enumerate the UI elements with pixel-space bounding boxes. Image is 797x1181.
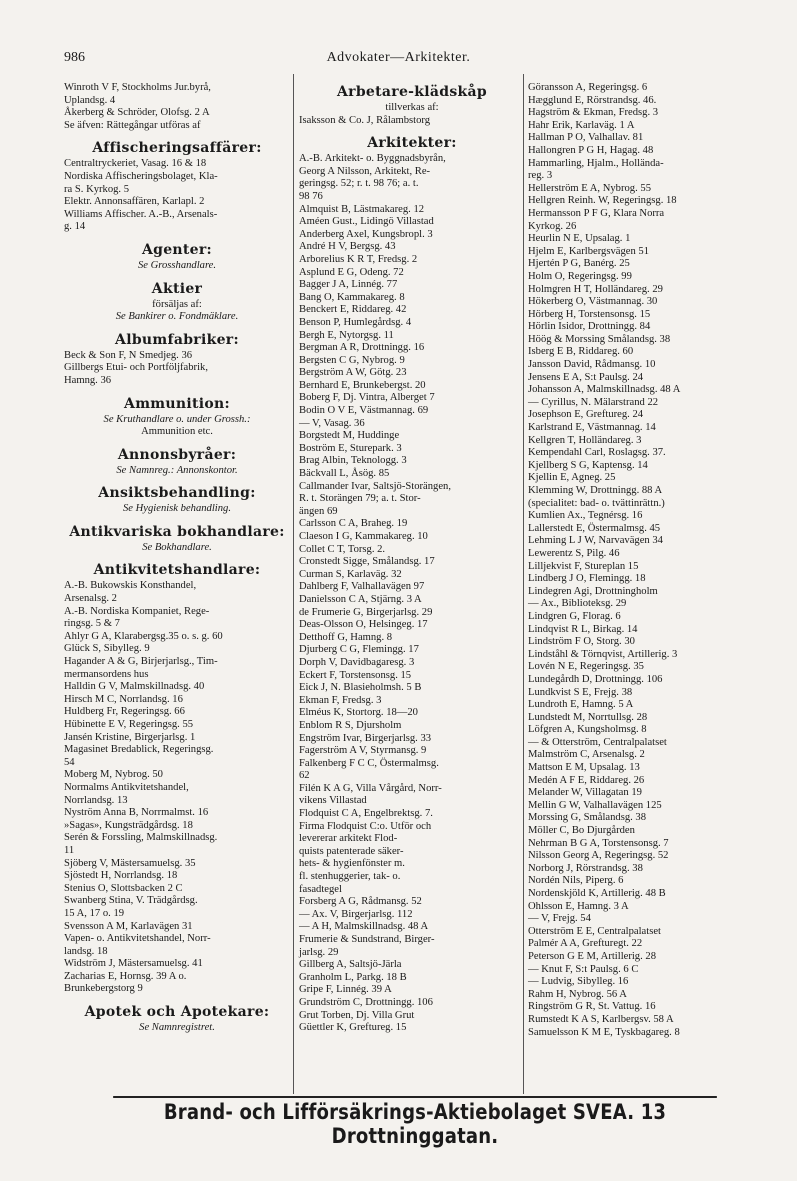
directory-entry: Danielsson C A, Stjärng. 3 A: [299, 593, 422, 605]
directory-entry: Améen Gust., Lidingö Villastad: [299, 216, 434, 228]
directory-entry: Ahlyr G A, Klarabergsg.35 o. s. g. 60: [64, 630, 223, 642]
directory-entry: Claeson I G, Kammakareg. 10: [299, 531, 428, 542]
directory-entry: Jansson David, Rådmansg. 10: [528, 359, 656, 371]
directory-entry: Lindgren G, Florag. 6: [528, 610, 621, 622]
see-reference: Se Namnreg.: Annonskontor.: [116, 464, 238, 476]
directory-entry: Boström E, Sturepark. 3: [299, 442, 402, 454]
directory-entry: — Ax., Biblioteksg. 29: [528, 598, 627, 610]
directory-entry: 62: [299, 770, 310, 782]
directory-entry: Möller C, Bo Djurgården: [528, 825, 635, 837]
heading-albumfabriker: Albumfabriker:: [115, 331, 239, 348]
directory-entry: Rumstedt K A S, Karlbergsv. 58 A: [528, 1013, 674, 1025]
heading-arkitekter: Arkitekter:: [367, 135, 457, 152]
directory-entry: Isberg E B, Riddareg. 60: [528, 346, 634, 358]
directory-entry: Moberg M, Nybrog. 50: [64, 769, 163, 781]
heading-affischeringsaffarer: Affischeringsaffärer:: [92, 140, 262, 157]
directory-entry: Bodin O V E, Västmannag. 69: [299, 405, 429, 417]
directory-entry: Frumerie & Sundstrand, Birger-: [299, 934, 435, 945]
directory-entry: Lilljekvist F, Stureplan 15: [528, 560, 639, 572]
directory-entry: landsg. 18: [64, 945, 108, 957]
directory-entry: Uplandsg. 4: [64, 94, 116, 106]
entries-album: [64, 350, 290, 388]
directory-entry: Brag Albin, Teknologg. 3: [299, 455, 407, 467]
directory-entry: Granholm L, Parkg. 18 B: [299, 971, 407, 983]
directory-entry: 15 A, 17 o. 19: [64, 907, 125, 919]
directory-entry: Arsenalsg. 2: [64, 593, 117, 605]
page-number: 986: [64, 50, 85, 65]
directory-entry: Hübinette E V, Regeringsg. 55: [64, 719, 194, 730]
directory-entry: Holmgren H T, Holländareg. 29: [528, 283, 663, 295]
directory-entry: quists patenterade säker-: [299, 845, 404, 857]
heading-antikvitetshandlare: Antikvitetshandlare:: [93, 562, 261, 579]
see-reference: Se Bokhandlare.: [142, 541, 212, 553]
directory-entry: Normalms Antikvitetshandel,: [64, 781, 189, 793]
directory-entry: Hirsch M C, Norrlandsg. 16: [64, 693, 183, 705]
directory-entry: »Sagas», Kungsträdgårdsg. 18: [64, 819, 193, 831]
directory-entry: Jansén Kristine, Birgerjarlsg. 1: [64, 731, 196, 743]
directory-entry: Lindegren Agi, Drottningholm: [528, 585, 658, 597]
directory-entry: Jensens E A, S:t Paulsg. 24: [528, 371, 644, 383]
directory-entry: Williams Affischer. A.-B., Arsenals-: [64, 208, 218, 220]
directory-entry: Deas-Olsson O, Helsingeg. 17: [299, 619, 428, 631]
directory-entry: Ohlsson E, Hamng. 3 A: [528, 900, 629, 912]
directory-entry: fl. stenhuggerier, tak- o.: [299, 871, 401, 883]
directory-entry: Borgstedt M, Huddinge: [299, 430, 400, 442]
directory-entry: Norrlandsg. 13: [64, 794, 128, 806]
directory-entry: Hellgren Reinh. W, Regeringsg. 18: [528, 195, 677, 207]
directory-entry: Göransson A, Regeringsg. 6: [528, 82, 648, 93]
directory-entry: Dorph V, Davidbagaresg. 3: [299, 656, 415, 668]
directory-entry: Peterson G E M, Artillerig. 28: [528, 950, 656, 962]
directory-entry: Samuelsson K M E, Tyskbagareg. 8: [528, 1026, 680, 1038]
directory-entry: Nyström Anna B, Norrmalmst. 16: [64, 807, 209, 819]
directory-entry: Nilsson Georg A, Regeringsg. 52: [528, 850, 669, 862]
directory-entry: Vapen- o. Antikvitetshandel, Norr-: [64, 933, 211, 945]
directory-entry: 54: [64, 756, 75, 768]
directory-entry: Zacharias E, Hornsg. 39 A o.: [64, 970, 187, 982]
directory-entry: Norborg J, Rörstrandsg. 38: [528, 862, 643, 874]
directory-entry: Lundegårdh D, Drottningg. 106: [528, 673, 663, 685]
directory-entry: Lewerentz S, Pilg. 46: [528, 547, 620, 559]
directory-entry: Ringström G R, St. Vattug. 16: [528, 1001, 656, 1013]
directory-entry: Hallongren P G H, Hagag. 48: [528, 144, 654, 156]
directory-entry: Eick J, N. Blasieholmsh. 5 B: [299, 682, 422, 694]
heading-ammunition: Ammunition:: [124, 395, 230, 412]
directory-entry: Nordén Nils, Piperg. 6: [528, 875, 624, 887]
directory-entry: Centraltryckeriet, Vasag. 16 & 18: [64, 158, 207, 170]
directory-entry: A.-B. Nordiska Kompaniet, Rege-: [64, 605, 210, 617]
running-head: Advokater—Arkitekter.: [326, 50, 471, 65]
directory-entry: vikens Villastad: [299, 795, 367, 807]
directory-entry: Kjellin E, Agneg. 25: [528, 472, 616, 484]
directory-entry: Carlsson C A, Braheg. 19: [299, 518, 408, 530]
directory-entry: Nordenskjöld K, Artillerig. 48 B: [528, 888, 666, 899]
directory-entry: Widström J, Mästersamuelsg. 41: [64, 958, 203, 970]
directory-entry: ringsg. 5 & 7: [64, 618, 120, 630]
directory-entry: Bergsten C G, Nybrog. 9: [299, 354, 405, 366]
directory-entry: Nordiska Affischeringsbolaget, Kla-: [64, 170, 218, 182]
directory-entry: — V, Vasag. 36: [299, 417, 365, 429]
entries-antikvitetshandlare: [64, 580, 290, 996]
directory-entry: — Knut F, S:t Paulsg. 6 C: [528, 963, 639, 975]
directory-entry: A.-B. Bukowskis Konsthandel,: [64, 580, 197, 592]
column-2: [299, 82, 525, 1035]
directory-entry: — & Otterström, Centralpalatset: [528, 736, 667, 748]
directory-entry: Kumlien Ax., Tegnérsg. 16: [528, 510, 643, 522]
directory-entry: Hallman P O, Valhallav. 81: [528, 132, 644, 144]
directory-entry: Mellin G W, Valhallavägen 125: [528, 799, 662, 811]
directory-entry: — V, Frejg. 54: [528, 913, 591, 925]
directory-entry: Lindberg J O, Flemingg. 18: [528, 573, 646, 585]
directory-entry: Falkenberg F C C, Östermalmsg.: [299, 757, 439, 769]
directory-entry: Bergman A R, Drottningg. 16: [299, 342, 425, 354]
directory-entry: Benson P, Humlegårdsg. 4: [299, 316, 412, 328]
directory-entry: 11: [64, 844, 75, 856]
directory-entry: Firma Flodquist C:o. Utför och: [299, 820, 432, 832]
directory-entry: Kjellberg S G, Kaptensg. 14: [528, 459, 648, 471]
directory-entry: Gillbergs Etui- och Portföljfabrik,: [64, 362, 208, 374]
subheading: tillverkas af:: [385, 102, 439, 113]
heading-ansiktsbehandling: Ansiktsbehandling:: [98, 485, 256, 502]
directory-entry: Lindström F O, Storg. 30: [528, 636, 635, 648]
column-divider-left: [293, 74, 294, 1094]
directory-entry: Svensson A M, Karlavägen 31: [64, 920, 193, 932]
heading-arbetare-kladskap: Arbetare-klädskåp: [337, 84, 487, 100]
directory-entry: Sjöberg V, Mästersamuelsg. 35: [64, 857, 196, 869]
directory-entry: (specialitet: bad- o. tvättinrättn.): [528, 497, 665, 509]
directory-entry: Hörberg H, Torstensonsg. 15: [528, 308, 651, 320]
entries-arkitekter: [299, 153, 525, 1035]
column-1: [64, 82, 290, 1035]
directory-entry: Beck & Son F, N Smedjeg. 36: [64, 349, 193, 361]
directory-entry: Bergh E, Nytorgsg. 11: [299, 329, 394, 341]
directory-entry: Stenius O, Slottsbacken 2 C: [64, 882, 183, 894]
subheading: Ammunition etc.: [141, 426, 213, 438]
directory-entry: Otterström E E, Centralpalatset: [528, 925, 661, 937]
directory-entry: Rahm H, Nybrog. 56 A: [528, 988, 627, 1000]
directory-entry: mermansordens hus: [64, 668, 149, 680]
directory-entry: Se äfven: Rättegångar utföras af: [64, 119, 201, 131]
directory-entry: g. 14: [64, 221, 86, 233]
directory-entry: jarlsg. 29: [299, 946, 339, 958]
heading-aktier: Aktier: [151, 280, 203, 297]
see-reference: Se Namnregistret.: [139, 1022, 215, 1034]
directory-entry: levererar arkitekt Flod-: [299, 833, 398, 845]
directory-entry: Eckert F, Torstensonsg. 15: [299, 669, 412, 681]
see-reference: Se Grosshandlare.: [137, 259, 217, 271]
directory-entry: Melander W, Villagatan 19: [528, 787, 642, 799]
heading-apotek: Apotek och Apotekare:: [84, 1004, 270, 1021]
directory-entry: Anderberg Axel, Kungsbropl. 3: [299, 228, 433, 240]
directory-entry: Isaksson & Co. J, Rålambstorg: [299, 114, 431, 126]
directory-entry: Almquist B, Lästmakareg. 12: [299, 203, 425, 215]
directory-entry: Curman S, Karlaväg. 32: [299, 568, 402, 580]
entries-arkitekter-continued: [528, 82, 766, 1039]
directory-entry: Serén & Forssling, Malmskillnadsg.: [64, 832, 218, 844]
directory-entry: Brunkebergstorg 9: [64, 983, 143, 995]
directory-entry: Bergström A W, Götg. 23: [299, 367, 407, 379]
directory-entry: Djurberg C G, Flemingg. 17: [299, 644, 419, 656]
directory-entry: geringsg. 52; r. t. 98 76; a. t.: [299, 178, 419, 190]
directory-entry: Elektr. Annonsaffären, Karlapl. 2: [64, 196, 205, 208]
directory-entry: Karlstrand E, Västmannag. 14: [528, 422, 656, 434]
directory-entry: Hökerberg O, Västmannag. 30: [528, 296, 658, 308]
directory-entry: Medén A F E, Riddareg. 26: [528, 774, 645, 786]
directory-entry: Cronstedt Sigge, Smålandsg. 17: [299, 556, 435, 568]
directory-entry: fasadtegel: [299, 883, 342, 895]
entries-pre: [64, 82, 290, 132]
directory-entry: Kempendahl Carl, Roslagsg. 37.: [528, 447, 666, 459]
directory-entry: Flodquist C A, Engelbrektsg. 7.: [299, 808, 433, 820]
directory-entry: Lundroth E, Hamng. 5 A: [528, 699, 634, 711]
directory-entry: — Cyrillus, N. Mälarstrand 22: [528, 396, 659, 408]
directory-entry: Boberg F, Dj. Vintra, Alberget 7: [299, 392, 435, 404]
heading-agenter: Agenter:: [141, 241, 213, 258]
directory-entry: Hagander A & G, Birjerjarlsg., Tim-: [64, 656, 218, 668]
directory-entry: Bagger J A, Linnég. 77: [299, 279, 398, 291]
directory-entry: Bernhard E, Brunkebergst. 20: [299, 379, 426, 391]
directory-entry: Callmander Ivar, Saltsjö-Storängen,: [299, 480, 451, 492]
directory-entry: Lundstedt M, Norrtullsg. 28: [528, 711, 648, 723]
directory-entry: André H V, Bergsg. 43: [299, 241, 396, 253]
directory-entry: Heurlin N E, Upsalag. 1: [528, 233, 631, 245]
directory-entry: Åkerberg & Schröder, Olofsg. 2 A: [64, 107, 210, 119]
directory-entry: reg. 3: [528, 170, 553, 182]
directory-entry: Hjelm E, Karlbergsvägen 51: [528, 245, 650, 257]
directory-entry: Holm O, Regeringsg. 99: [528, 270, 632, 282]
directory-entry: — A H, Malmskillnadsg. 48 A: [299, 921, 429, 933]
directory-entry: R. t. Storängen 79; a. t. Stor-: [299, 493, 421, 505]
directory-entry: Hagström & Ekman, Fredsg. 3: [528, 107, 659, 119]
directory-entry: A.-B. Arkitekt- o. Byggnadsbyrån,: [299, 153, 446, 165]
heading-antikvariska-bokhandlare: Antikvariska bokhandlare:: [69, 523, 285, 540]
directory-entry: Hörlin Isidor, Drottningg. 84: [528, 321, 651, 333]
see-reference: Se Bankirer o. Fondmäklare.: [115, 311, 239, 323]
directory-entry: Höög & Morssing Smålandsg. 38: [528, 333, 671, 345]
directory-entry: Hjertén P G, Banérg. 25: [528, 258, 630, 270]
directory-entry: Enblom R S, Djursholm: [299, 719, 402, 731]
directory-entry: Hellerström E A, Nybrog. 55: [528, 182, 651, 194]
directory-entry: Hamng. 36: [64, 374, 112, 386]
directory-entry: Josephson E, Greftureg. 24: [528, 409, 644, 421]
directory-entry: Sjöstedt H, Norrlandsg. 18: [64, 870, 178, 882]
directory-entry: Hammarling, Hjalm., Hollända-: [528, 157, 664, 169]
directory-entry: Mattson E M, Upsalag. 13: [528, 762, 640, 774]
directory-entry: Filén K A G, Villa Vårgård, Norr-: [299, 782, 442, 794]
directory-entry: ra S. Kyrkog. 5: [64, 183, 130, 195]
directory-entry: Morssing G, Smålandsg. 38: [528, 812, 647, 824]
directory-entry: Lovén N E, Regeringsg. 35: [528, 661, 644, 673]
subheading: försäljas af:: [152, 298, 202, 310]
directory-entry: Hahr Erik, Karlaväg. 1 A: [528, 119, 635, 131]
directory-entry: de Frumerie G, Birgerjarlsg. 29: [299, 606, 433, 618]
directory-entry: Gripe F, Linnég. 39 A: [299, 984, 392, 996]
directory-entry: Hægglund E, Rörstrandsg. 46.: [528, 94, 657, 106]
see-reference: Se Hygienisk behandling.: [123, 503, 231, 515]
directory-entry: Swanberg Stina, V. Trädgårdsg.: [64, 895, 198, 907]
directory-entry: Elméus K, Stortorg. 18—20: [299, 707, 418, 719]
directory-entry: Glück S, Sibylleg. 9: [64, 643, 150, 655]
directory-entry: Klemming W, Drottningg. 88 A: [528, 485, 663, 496]
see-reference: Se Kruthandlare o. under Grossh.:: [103, 413, 251, 425]
directory-entry: Johansson A, Malmskillnadsg. 48 A: [528, 384, 681, 396]
directory-entry: hets- & hygienfönster m.: [299, 858, 405, 870]
directory-entry: Grut Torben, Dj. Villa Grut: [299, 1009, 415, 1021]
directory-entry: Malmström C, Arsenalsg. 2: [528, 749, 645, 761]
directory-entry: Grundström C, Drottningg. 106: [299, 996, 433, 1008]
directory-entry: Güettler K, Greftureg. 15: [299, 1022, 407, 1034]
footer-advertisement: Brand- och Lifförsäkrings-Aktiebolaget SVEA. 13 Drottninggatan.: [113, 1096, 717, 1148]
directory-entry: Palmér A A, Grefturegt. 22: [528, 938, 643, 950]
directory-entry: — Ludvig, Sibylleg. 16: [528, 976, 629, 988]
directory-entry: Lindståhl & Törnqvist, Artillerig. 3: [528, 648, 678, 660]
directory-entry: Kellgren T, Holländareg. 3: [528, 434, 642, 446]
directory-entry: Collet C T, Torsg. 2.: [299, 543, 386, 555]
directory-entry: Lindqvist R L, Birkag. 14: [528, 623, 638, 635]
directory-entry: 98 76: [299, 190, 323, 202]
directory-entry: Forsberg A G, Rådmansg. 52: [299, 896, 422, 908]
directory-entry: Engström Ivar, Birgerjarlsg. 33: [299, 732, 432, 744]
directory-entry: Bang O, Kammakareg. 8: [299, 291, 405, 303]
directory-entry: Winroth V F, Stockholms Jur.byrå,: [64, 82, 211, 93]
directory-entry: Löfgren A, Kungsholmsg. 8: [528, 724, 647, 736]
directory-entry: Kyrkog. 26: [528, 220, 577, 232]
directory-entry: Gillberg A, Saltsjö-Järla: [299, 959, 402, 971]
directory-entry: Hermansson P F G, Klara Norra: [528, 207, 665, 219]
directory-entry: Lundkvist S E, Frejg. 38: [528, 686, 633, 698]
directory-entry: Lehming L J W, Narvavägen 34: [528, 535, 663, 547]
directory-entry: Lallerstedt E, Östermalmsg. 45: [528, 522, 661, 534]
directory-entry: Asplund E G, Odeng. 72: [299, 266, 404, 278]
directory-entry: Georg A Nilsson, Arkitekt, Re-: [299, 165, 431, 177]
column-3: [528, 82, 766, 1039]
directory-entry: Bäckvall L, Åsög. 85: [299, 468, 390, 480]
directory-entry: Detthoff G, Hamng. 8: [299, 631, 393, 643]
directory-entry: ängen 69: [299, 505, 338, 517]
directory-entry: Halldin G V, Malmskillnadsg. 40: [64, 681, 205, 693]
entries-affischering: [64, 158, 290, 234]
directory-entry: Huldberg Fr, Regeringsg. 66: [64, 706, 185, 718]
directory-entry: Nehrman B G A, Torstensonsg. 7: [528, 837, 669, 849]
directory-entry: Dahlberg F, Valhallavägen 97: [299, 581, 425, 593]
directory-entry: Benckert E, Riddareg. 42: [299, 304, 407, 316]
directory-entry: Arborelius K R T, Fredsg. 2: [299, 253, 418, 265]
directory-entry: Ekman F, Fredsg. 3: [299, 694, 382, 706]
directory-entry: Magasinet Bredablick, Regeringsg.: [64, 744, 214, 756]
heading-annonsbyraer: Annonsbyråer:: [117, 446, 237, 463]
directory-entry: Fagerström A V, Styrmansg. 9: [299, 745, 427, 757]
directory-entry: — Ax. V, Birgerjarlsg. 112: [299, 908, 413, 920]
